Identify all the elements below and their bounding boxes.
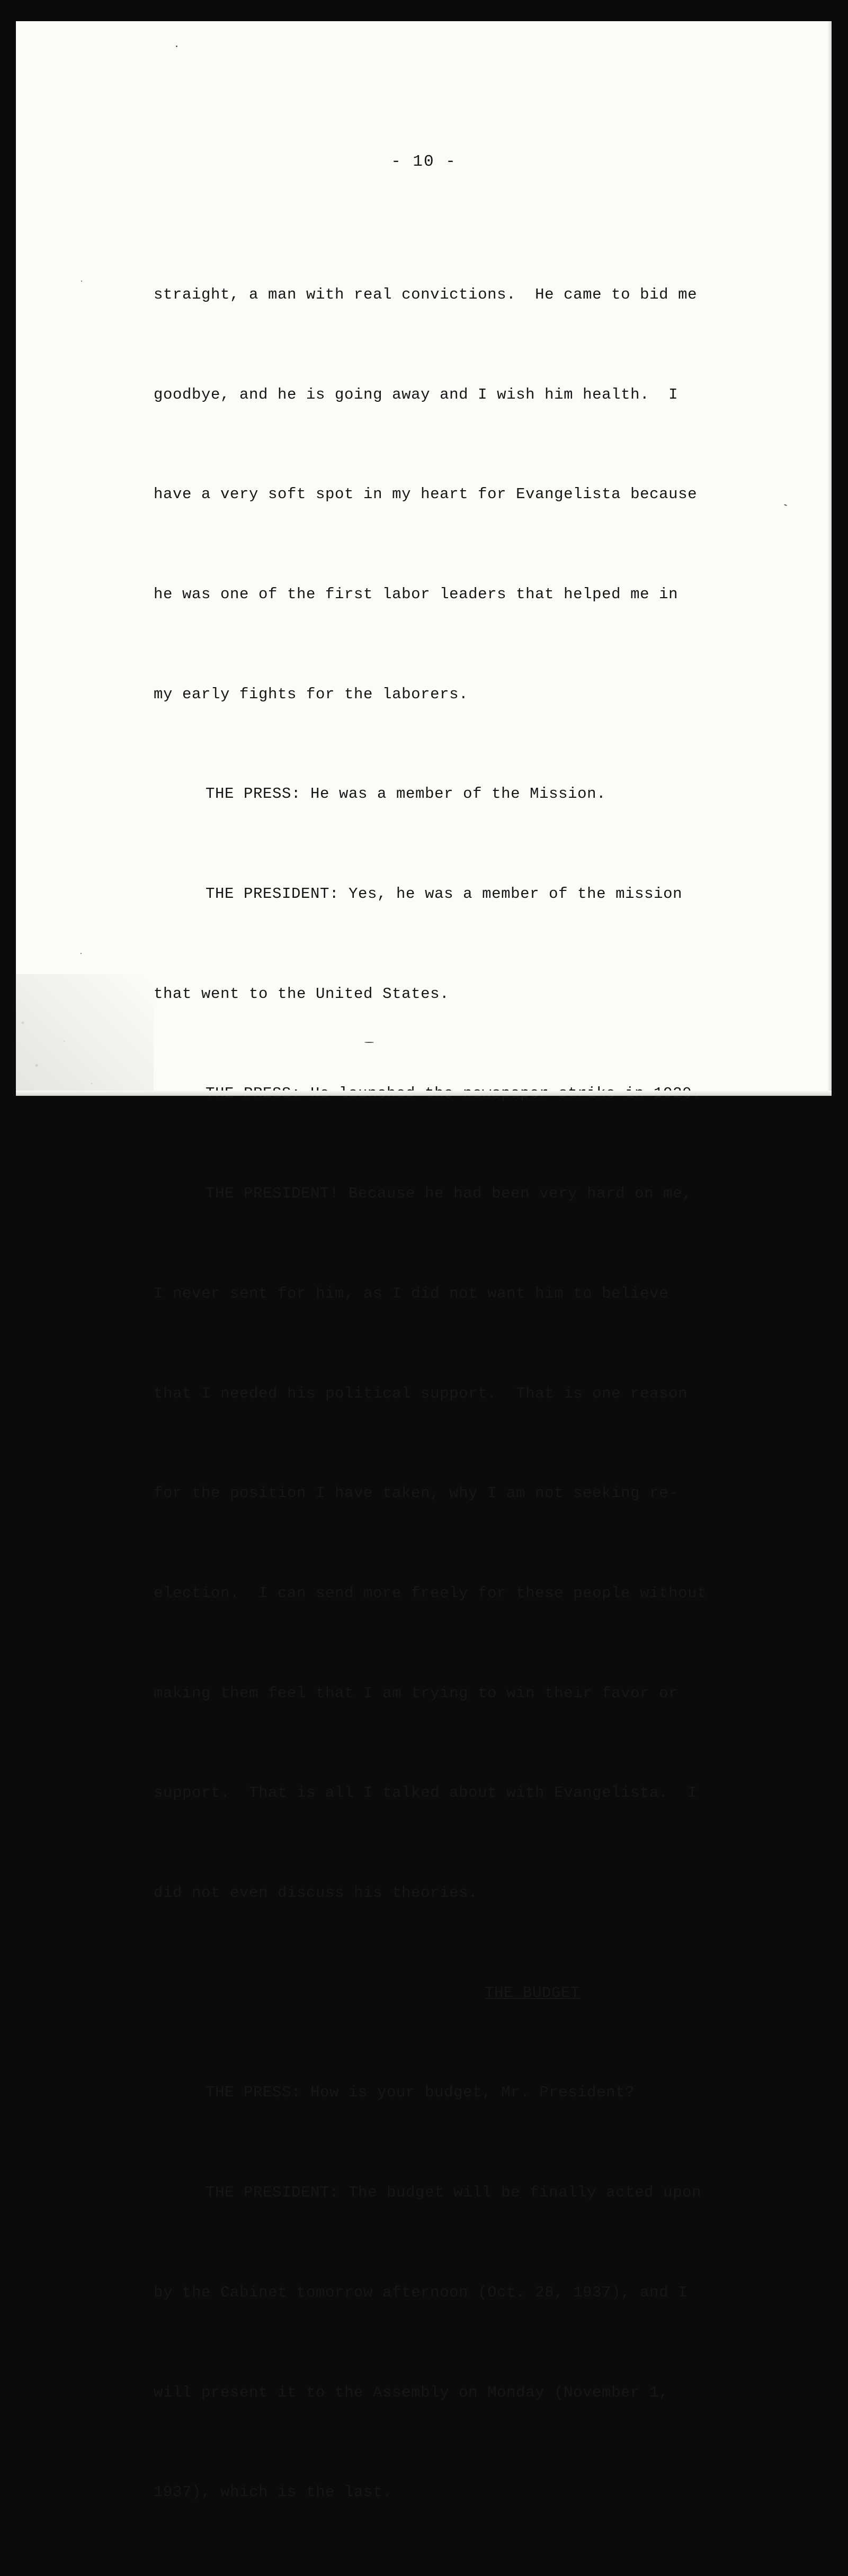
dialogue-line: THE PRESIDENT! Because he had been very hard on me, <box>206 1185 692 1203</box>
text-line: my early fights for the laborers. <box>154 685 469 703</box>
page-edge-shadow <box>827 21 832 1096</box>
text-line: he was one of the first labor leaders that helped me in <box>154 585 679 603</box>
text-line: support. That is all I talked about with Evangelista. I <box>154 1784 698 1802</box>
dialogue-line: THE PRESIDENT: Yes, he was a member of the mission <box>206 885 683 903</box>
page-bottom-shadow <box>16 1091 832 1096</box>
dialogue-line: THE PRESS: How is your budget, Mr. President? <box>206 2084 635 2102</box>
section-heading: THE BUDGET <box>484 1984 581 2002</box>
dialogue-line: THE PRESIDENT: The budget will be finally acted upon <box>206 2184 702 2202</box>
document-page <box>16 21 832 2501</box>
text-line: straight, a man with real convictions. He came to bid me <box>154 285 698 303</box>
text-line: that I needed his political support. That is one reason <box>154 1384 688 1402</box>
text-line: 1937), which is the last. <box>154 2483 392 2501</box>
text-line: have a very soft spot in my heart for Evangelista because <box>154 485 698 503</box>
margin-dot <box>784 504 787 506</box>
dialogue-line: THE PRESS: He was a member of the Mission. <box>206 785 606 803</box>
page-number: - 10 - <box>391 152 457 171</box>
text-line: election. I can send more freely for these people without <box>154 1584 707 1602</box>
text-line: making them feel that I am trying to win their favor or <box>154 1684 679 1702</box>
scan-speckle <box>16 974 154 1096</box>
text-line: will present it to the Assembly on Monday (November 1, <box>154 2383 669 2401</box>
text-line: that went to the United States. <box>154 985 450 1003</box>
document-body <box>154 212 768 2576</box>
margin-dot <box>81 281 82 282</box>
text-line: I never sent for him, as I did not want him to believe <box>154 1284 669 1302</box>
text-line: goodbye, and he is going away and I wish him health. I <box>154 385 679 403</box>
corner-dot <box>176 46 177 47</box>
text-line: did not even discuss his theories. <box>154 1884 478 1902</box>
text-line: by the Cabinet tomorrow afternoon (Oct. 28, 1937), and I <box>154 2283 688 2301</box>
margin-dot <box>81 953 82 954</box>
text-line: for the position I have taken, why I am not seeking re- <box>154 1484 679 1502</box>
